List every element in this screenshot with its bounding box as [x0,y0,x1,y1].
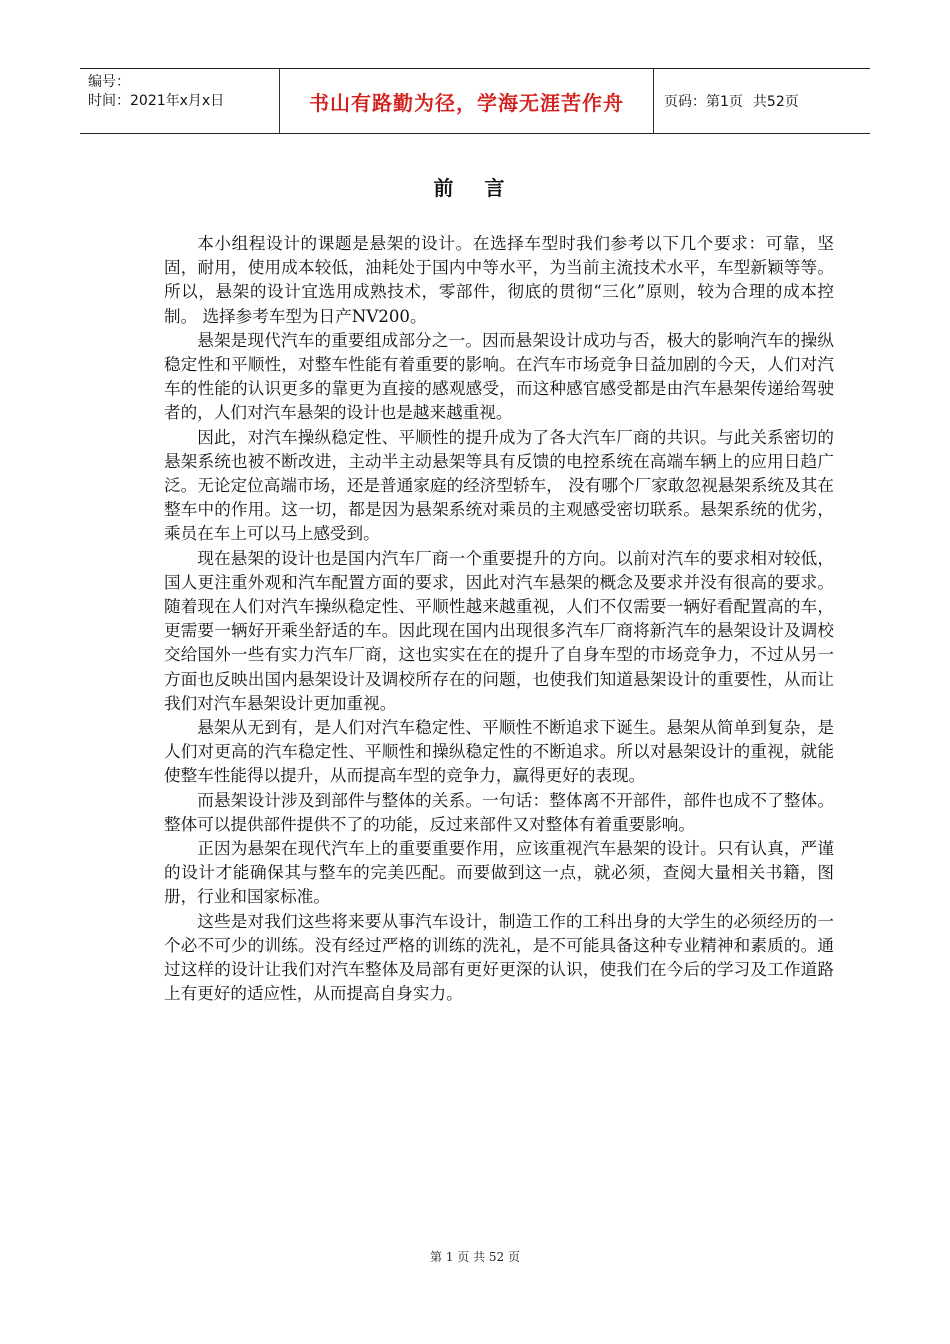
doc-number-label: 编号： [88,74,130,90]
paragraph: 因此，对汽车操纵稳定性、平顺性的提升成为了各大汽车厂商的共识。与此关系密切的悬架系统也被不断改进，主动半主动悬架等具有反馈的电控系统在高端车辆上的应用日趋广泛。无论定位高端市场，还是普通家庭的经济型轿车， 没有哪个厂家敢忽视悬架系统及其在整车中的作用。这一切，都是因为悬架系统对乘员的主观感受密切联系。悬架系统的优劣，乘员在车上可以马上感受到。 [164,427,834,544]
paragraph: 现在悬架的设计也是国内汽车厂商一个重要提升的方向。以前对汽车的要求相对较低，国人更注重外观和汽车配置方面的要求，因此对汽车悬架的概念及要求并没有很高的要求。随着现在人们对汽车操纵稳定性、平顺性越来越重视，人们不仅需要一辆好看配置高的车，更需要一辆好开乘坐舒适的车。因此现在国内出现很多汽车厂商将新汽车的悬架设计及调校交给国外一些有实力汽车厂商，这也实实在在的提升了自身车型的市场竞争力，不过从另一方面也反映出国内悬架设计及调校所存在的问题，也使我们知道悬架设计的重要性，从而让我们对汽车悬架设计更加重视。 [164,548,834,713]
header-meta [80,69,280,133]
document-title: 前 言 [433,176,517,200]
paragraph: 悬架是现代汽车的重要组成部分之一。因而悬架设计成功与否，极大的影响汽车的操纵稳定性和平顺性，对整车性能有着重要的影响。在汽车市场竞争日益加剧的今天，人们对汽车的性能的认识更多的靠更为直接的感观感受，而这种感官感受都是由汽车悬架传递给驾驶者的，人们对汽车悬架的设计也是越来越重视。 [164,330,834,423]
page-number: 页码：第1页 [664,94,743,110]
paragraph: 本小组程设计的课题是悬架的设计。在选择车型时我们参考以下几个要求：可靠，坚固，耐用，使用成本较低，油耗处于国内中等水平，为当前主流技术水平，车型新颖等等。所以，悬架的设计宜选用成熟技术，零部件，彻底的贯彻“三化”原则，较为合理的成本控制。 选择参考车型为日产NV200。 [164,234,834,326]
paragraph: 而悬架设计涉及到部件与整体的关系。一句话：整体离不开部件，部件也成不了整体。整体可以提供部件提供不了的功能，反过来部件又对整体有着重要影响。 [164,790,834,834]
header-page-info [654,69,870,133]
page-footer: 第 1 页 共 52 页 [430,1250,520,1264]
date-line: 时间：2021年x月x日 [88,93,225,109]
paragraph: 正因为悬架在现代汽车上的重要重要作用，应该重视汽车悬架的设计。只有认真，严谨的设计才能确保其与整车的完美匹配。而要做到这一点，就必须，查阅大量相关书籍，图册，行业和国家标准。 [164,839,834,907]
paragraph: 悬架从无到有，是人们对汽车稳定性、平顺性不断追求下诞生。悬架从简单到复杂，是人们对更高的汽车稳定性、平顺性和操纵稳定性的不断追求。所以对悬架设计的重视，就能使整车性能得以提升，从而提高车型的竞争力，赢得更好的表现。 [164,718,834,786]
motto: 书山有路勤为径，学海无涯苦作舟 [309,90,624,115]
paragraph: 这些是对我们这些将来要从事汽车设计，制造工作的工科出身的大学生的必须经历的一个必不可少的训练。没有经过严格的训练的洗礼，是不可能具备这种专业精神和素质的。通过这样的设计让我们对汽车整体及局部有更好更深的认识，使我们在今后的学习及工作道路上有更好的适应性，从而提高自身实力。 [164,911,834,1004]
total-pages: 共52页 [752,94,799,110]
header-motto-cell [280,69,654,133]
document-body [164,232,834,1007]
page-header [80,68,870,134]
